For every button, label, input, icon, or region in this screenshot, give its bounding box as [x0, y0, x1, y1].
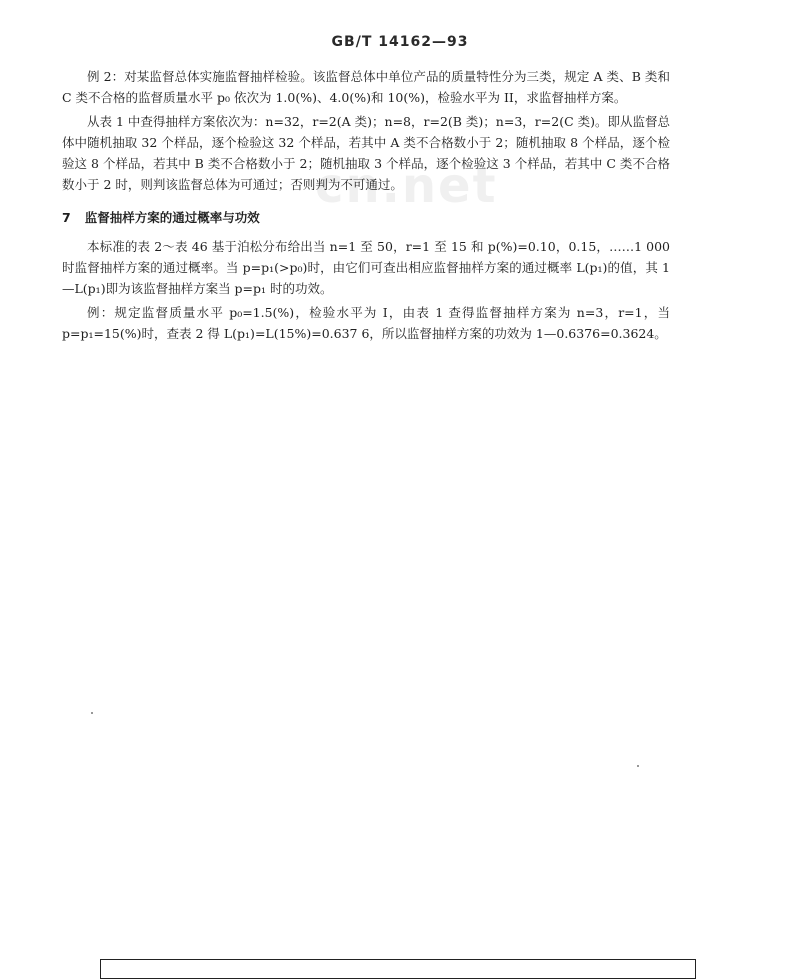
scan-speck	[637, 765, 639, 767]
standard-code-header: GB/T 14162—93	[331, 34, 469, 50]
document-body	[62, 66, 670, 347]
scan-speck	[91, 712, 93, 714]
pass-probability-paragraph: 本标准的表 2～表 46 基于泊松分布给出当 n=1 至 50，r=1 至 15 和 p(%)=0.10，0.15，……1 000 时监督抽样方案的通过概率。当 p=p₁(>p₀)时，由它们可查出相应监督抽样方案的通过概率 L(p₁)的值，其 1—L(p₁)即为该监督抽样方案当 p=p₁ 时的功效。	[62, 239, 670, 296]
section-7-heading	[62, 207, 670, 228]
footer-frame	[100, 959, 696, 979]
section-title: 监督抽样方案的通过概率与功效	[84, 210, 260, 225]
power-example-paragraph: 例：规定监督质量水平 p₀=1.5(%)，检验水平为 I，由表 1 查得监督抽样方案为 n=3，r=1，当 p=p₁=15(%)时，查表 2 得 L(p₁)=L(15%)=0.637 6，所以监督抽样方案的功效为 1—0.6376=0.3624。	[62, 305, 670, 341]
section-number: 7	[62, 210, 71, 225]
watermark: cn.net	[315, 158, 498, 214]
example-2-paragraph: 例 2：对某监督总体实施监督抽样检验。该监督总体中单位产品的质量特性分为三类，规定 A 类、B 类和 C 类不合格的监督质量水平 p₀ 依次为 1.0(%)、4.0(%)和 10(%)，检验水平为 II，求监督抽样方案。	[62, 69, 670, 105]
sampling-plan-paragraph: 从表 1 中查得抽样方案依次为：n=32，r=2(A 类)；n=8，r=2(B 类)；n=3，r=2(C 类)。即从监督总体中随机抽取 32 个样品，逐个检验这 32 个样品，若其中 A 类不合格数小于 2；随机抽取 8 个样品，逐个检验这 8 个样品，若其中 B 类不合格数小于 2；随机抽取 3 个样品，逐个检验这 3 个样品，若其中 C 类不合格数小于 2 时，则判该监督总体为可通过；否则判为不可通过。	[62, 114, 670, 192]
